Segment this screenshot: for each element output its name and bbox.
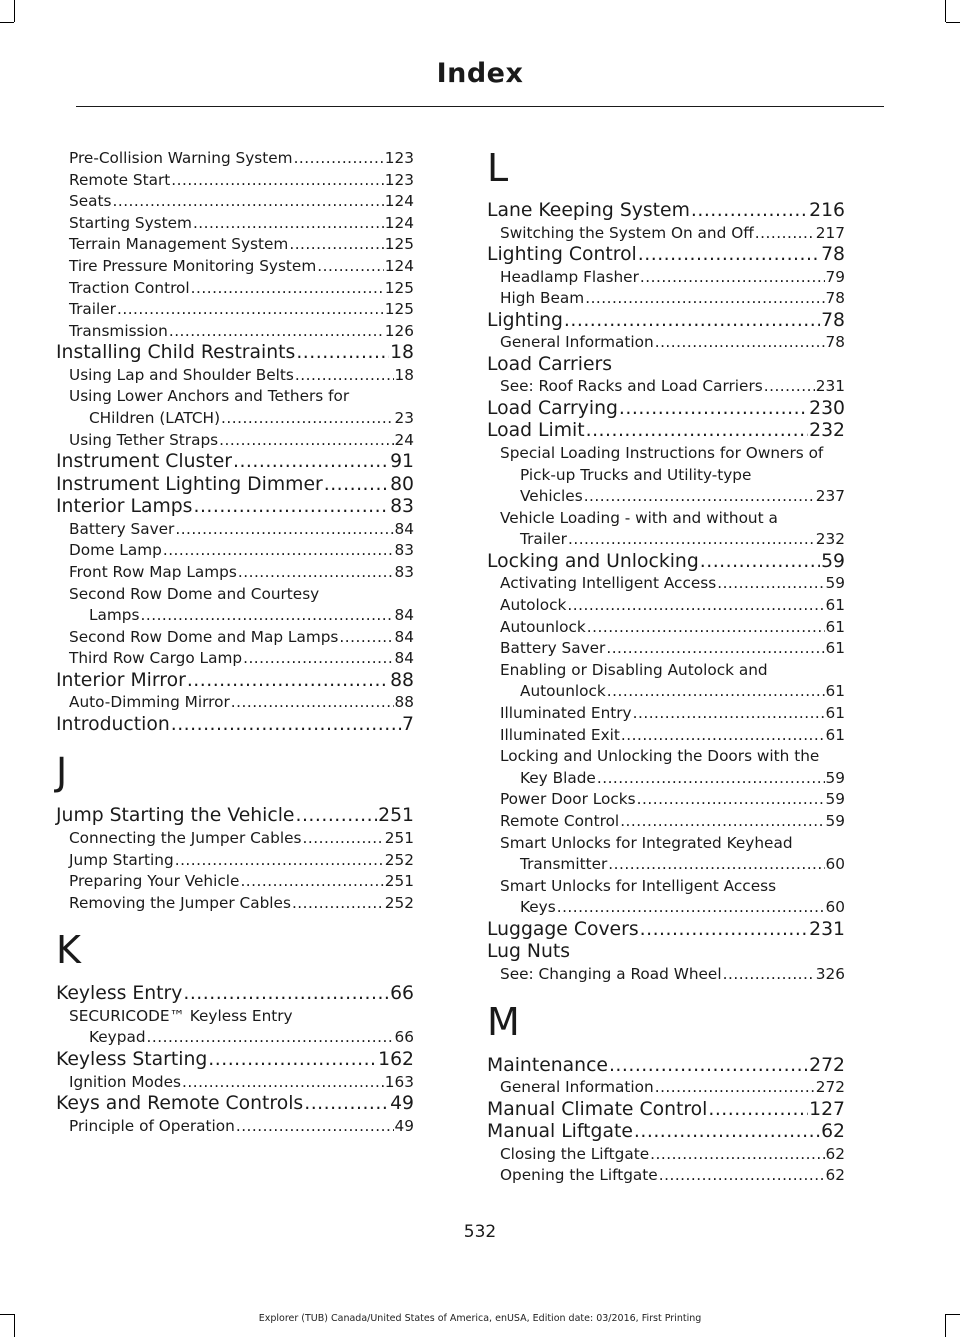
index-entry[interactable]: Second Row Dome and Map Lamps ..... 84 bbox=[56, 627, 414, 649]
index-entry[interactable]: Keypad ..... 66 bbox=[56, 1027, 414, 1049]
index-entry[interactable]: Opening the Liftgate ..... 62 bbox=[487, 1165, 845, 1187]
index-entry[interactable]: Pre-Collision Warning System ..... 123 bbox=[56, 148, 414, 170]
index-entry[interactable]: Keys ..... 60 bbox=[487, 897, 845, 919]
header-divider bbox=[76, 106, 884, 107]
index-entry[interactable]: Lamps ..... 84 bbox=[56, 605, 414, 627]
index-entry[interactable]: Preparing Your Vehicle ..... 251 bbox=[56, 871, 414, 893]
index-heading-entry[interactable]: Interior Lamps ..... 83 bbox=[56, 496, 414, 519]
crop-mark bbox=[0, 22, 14, 23]
index-entry-text: Enabling or Disabling Autolock and bbox=[500, 660, 768, 679]
index-entry[interactable]: Transmission ..... 126 bbox=[56, 321, 414, 343]
index-entry[interactable]: Key Blade ..... 59 bbox=[487, 768, 845, 790]
index-entry[interactable]: Closing the Liftgate ..... 62 bbox=[487, 1144, 845, 1166]
index-heading-entry[interactable]: Keyless Starting ..... 162 bbox=[56, 1049, 414, 1072]
index-entry[interactable]: Removing the Jumper Cables ..... 252 bbox=[56, 893, 414, 915]
index-entry[interactable]: Power Door Locks ..... 59 bbox=[487, 789, 845, 811]
index-entry-text: SECURICODE™ Keyless Entry bbox=[69, 1006, 293, 1025]
index-entry[interactable]: Connecting the Jumper Cables ..... 251 bbox=[56, 828, 414, 850]
index-heading-entry[interactable]: Lighting ..... 78 bbox=[487, 310, 845, 333]
index-entry[interactable]: Remote Start ..... 123 bbox=[56, 170, 414, 192]
page-title: Index bbox=[436, 58, 524, 89]
index-heading-entry[interactable]: Keyless Entry ..... 66 bbox=[56, 983, 414, 1006]
index-heading-entry[interactable]: Instrument Cluster ..... 91 bbox=[56, 451, 414, 474]
index-entry[interactable]: Auto-Dimming Mirror ..... 88 bbox=[56, 692, 414, 714]
index-heading-entry[interactable]: Luggage Covers ..... 231 bbox=[487, 919, 845, 942]
index-entry-text: Second Row Dome and Courtesy bbox=[69, 584, 320, 603]
index-entry[interactable]: Starting System ..... 124 bbox=[56, 213, 414, 235]
index-heading-entry[interactable]: Jump Starting the Vehicle ..... 251 bbox=[56, 805, 414, 828]
index-entry[interactable]: Tire Pressure Monitoring System ..... 124 bbox=[56, 256, 414, 278]
index-heading-entry[interactable]: Maintenance ..... 272 bbox=[487, 1055, 845, 1078]
index-entry[interactable]: Illuminated Exit ..... 61 bbox=[487, 725, 845, 747]
index-entry[interactable]: Headlamp Flasher ..... 79 bbox=[487, 267, 845, 289]
index-entry[interactable]: Vehicles ..... 237 bbox=[487, 486, 845, 508]
index-heading: Lug Nuts bbox=[487, 941, 571, 963]
index-entry[interactable]: High Beam ..... 78 bbox=[487, 288, 845, 310]
index-entry[interactable]: Autolock ..... 61 bbox=[487, 595, 845, 617]
index-heading-entry[interactable]: Lane Keeping System ..... 216 bbox=[487, 200, 845, 223]
index-entry[interactable]: CHildren (LATCH) ..... 23 bbox=[56, 408, 414, 430]
index-heading-entry[interactable]: Lighting Control ..... 78 bbox=[487, 244, 845, 267]
index-entry-text: Pick-up Trucks and Utility-type bbox=[520, 465, 752, 484]
crop-mark bbox=[945, 0, 946, 22]
index-heading-entry[interactable]: Load Limit ..... 232 bbox=[487, 420, 845, 443]
index-entry[interactable]: Jump Starting ..... 252 bbox=[56, 850, 414, 872]
index-heading: Load Carriers bbox=[487, 353, 613, 375]
index-entry[interactable]: See: Roof Racks and Load Carriers ..... 231 bbox=[487, 376, 845, 398]
index-entry[interactable]: Using Lap and Shoulder Belts ..... 18 bbox=[56, 365, 414, 387]
section-letter: L bbox=[487, 146, 509, 190]
index-entry-text: Vehicle Loading - with and without a bbox=[500, 508, 778, 527]
index-entry[interactable]: Traction Control ..... 125 bbox=[56, 278, 414, 300]
index-entry[interactable]: General Information ..... 272 bbox=[487, 1077, 845, 1099]
index-heading-entry[interactable]: Load Carrying ..... 230 bbox=[487, 398, 845, 421]
index-entry-text: Special Loading Instructions for Owners of bbox=[500, 443, 824, 462]
index-heading-entry[interactable]: Keys and Remote Controls ..... 49 bbox=[56, 1093, 414, 1116]
index-column-right bbox=[487, 148, 845, 1187]
index-heading-entry[interactable]: Interior Mirror ..... 88 bbox=[56, 670, 414, 693]
index-entry[interactable]: General Information ..... 78 bbox=[487, 332, 845, 354]
index-entry[interactable]: Battery Saver ..... 61 bbox=[487, 638, 845, 660]
index-entry[interactable]: Using Tether Straps ..... 24 bbox=[56, 430, 414, 452]
index-entry[interactable]: Trailer ..... 232 bbox=[487, 529, 845, 551]
index-entry[interactable]: Ignition Modes ..... 163 bbox=[56, 1072, 414, 1094]
index-heading-entry[interactable]: Instrument Lighting Dimmer ..... 80 bbox=[56, 474, 414, 497]
index-entry[interactable]: See: Changing a Road Wheel ..... 326 bbox=[487, 964, 845, 986]
index-heading-entry[interactable]: Introduction ..... 7 bbox=[56, 714, 414, 737]
index-entry[interactable]: Principle of Operation ..... 49 bbox=[56, 1116, 414, 1138]
index-entry[interactable]: Dome Lamp ..... 83 bbox=[56, 540, 414, 562]
index-entry[interactable]: Activating Intelligent Access ..... 59 bbox=[487, 573, 845, 595]
index-entry[interactable]: Seats ..... 124 bbox=[56, 191, 414, 213]
index-entry[interactable]: Switching the System On and Off ..... 217 bbox=[487, 223, 845, 245]
section-letter: M bbox=[487, 999, 520, 1044]
index-heading-entry[interactable]: Locking and Unlocking ..... 59 bbox=[487, 551, 845, 574]
index-heading-entry[interactable]: Manual Liftgate ..... 62 bbox=[487, 1121, 845, 1144]
index-column-left bbox=[56, 148, 414, 1137]
page-footer: Explorer (TUB) Canada/United States of America, enUSA, Edition date: 03/2016, First Printing bbox=[258, 1313, 702, 1324]
crop-mark bbox=[946, 22, 960, 23]
index-heading-entry[interactable]: Installing Child Restraints ..... 18 bbox=[56, 342, 414, 365]
index-entry[interactable]: Trailer ..... 125 bbox=[56, 299, 414, 321]
index-entry[interactable]: Third Row Cargo Lamp ..... 84 bbox=[56, 648, 414, 670]
index-heading-entry[interactable]: Manual Climate Control ..... 127 bbox=[487, 1099, 845, 1122]
index-entry[interactable]: Autounlock ..... 61 bbox=[487, 617, 845, 639]
index-entry[interactable]: Illuminated Entry ..... 61 bbox=[487, 703, 845, 725]
page-number: 532 bbox=[463, 1222, 497, 1242]
index-entry[interactable]: Terrain Management System ..... 125 bbox=[56, 234, 414, 256]
index-entry-text: Locking and Unlocking the Doors with the bbox=[500, 747, 820, 766]
index-entry[interactable]: Battery Saver ..... 84 bbox=[56, 519, 414, 541]
crop-mark bbox=[14, 0, 15, 22]
index-entry-text: Smart Unlocks for Integrated Keyhead bbox=[500, 833, 793, 852]
index-entry-text: Using Lower Anchors and Tethers for bbox=[69, 387, 350, 406]
index-entry[interactable]: Autounlock ..... 61 bbox=[487, 681, 845, 703]
section-letter: K bbox=[56, 928, 81, 973]
index-entry[interactable]: Transmitter ..... 60 bbox=[487, 854, 845, 876]
index-entry[interactable]: Front Row Map Lamps ..... 83 bbox=[56, 562, 414, 584]
section-letter: J bbox=[56, 750, 68, 795]
index-entry[interactable]: Remote Control ..... 59 bbox=[487, 811, 845, 833]
index-entry-text: Smart Unlocks for Intelligent Access bbox=[500, 876, 777, 895]
